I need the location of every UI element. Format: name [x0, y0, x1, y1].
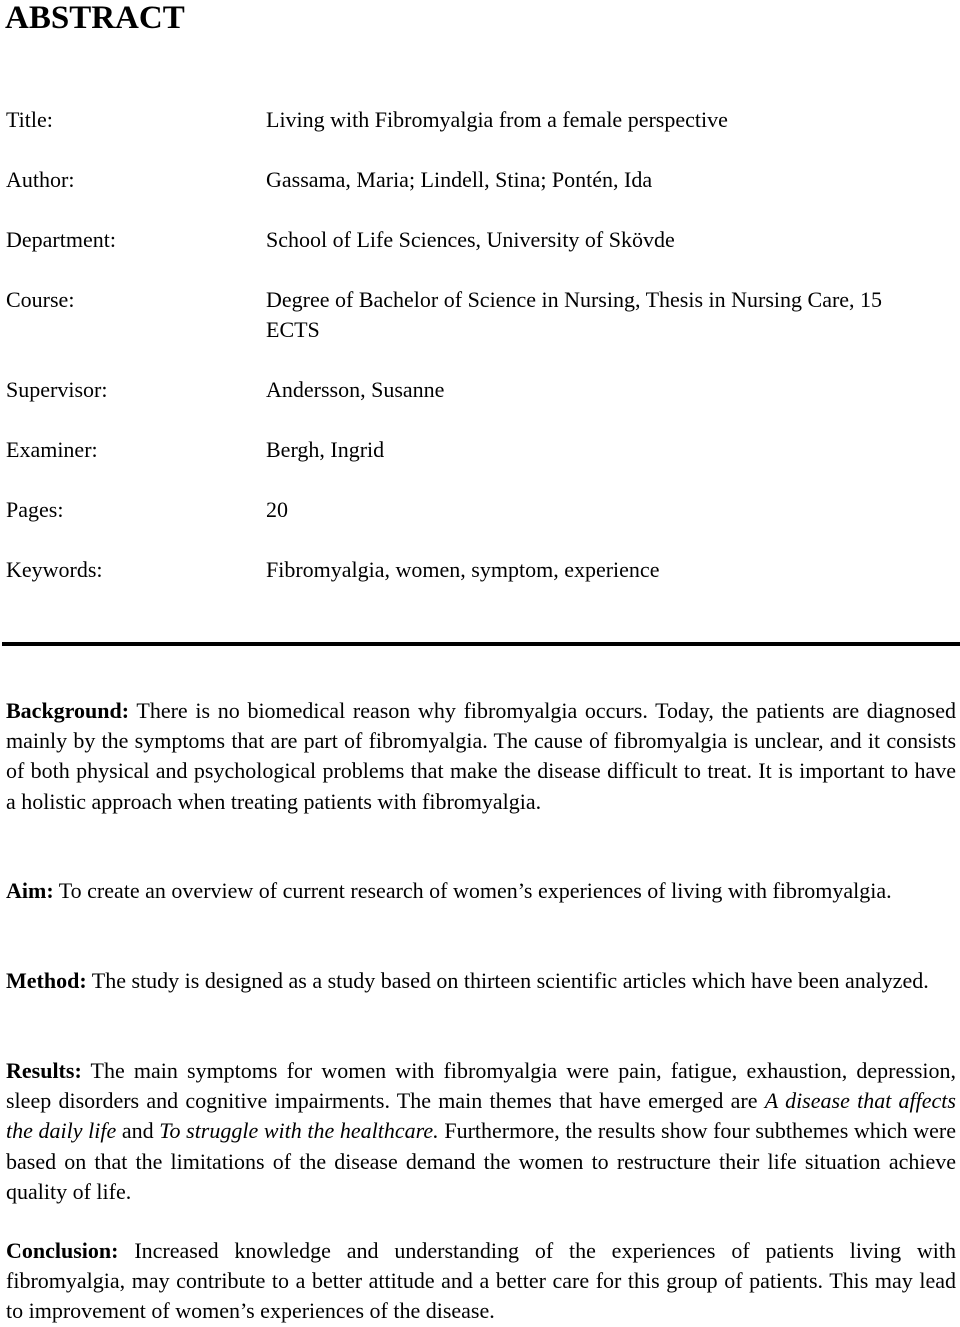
background-text: There is no biomedical reason why fibromyalgia occurs. Today, the patients are diagnosed mainly by the symptoms that are part of fibromyalgia. The cause of fibromyalgia is unclear, and it consists of both physical and psychological problems that make the disease difficult to treat. It is important to have a holistic approach when treating patients with fibromyalgia.: [6, 698, 956, 814]
results-label: Results:: [6, 1058, 82, 1083]
keywords-label: Keywords:: [6, 557, 103, 582]
results-paragraph: [6, 1056, 956, 1207]
pages-label: Pages:: [6, 497, 64, 522]
method-label: Method:: [6, 968, 87, 993]
results-and: and: [121, 1118, 154, 1144]
aim-text: To create an overview of current research of women’s experiences of living with fibromyalgia.: [58, 878, 892, 903]
section-divider: [2, 642, 960, 646]
keywords-value: Fibromyalgia, women, symptom, experience: [266, 557, 660, 582]
author-label: Author:: [6, 167, 75, 192]
aim-label: Aim:: [6, 878, 54, 903]
title-label: Title:: [6, 107, 53, 132]
results-text-2: Furthermore, the results show four subthemes which were based on that the limitations of the disease demand the women to restructure their life situation achieve quality of life.: [6, 1118, 957, 1204]
background-paragraph: [6, 696, 956, 817]
supervisor-label: Supervisor:: [6, 377, 108, 402]
department-label: Department:: [6, 227, 116, 252]
supervisor-value: Andersson, Susanne: [266, 377, 445, 402]
conclusion-label: Conclusion:: [6, 1238, 119, 1263]
course-value: Degree of Bachelor of Science in Nursing, Thesis in Nursing Care, 15 ECTS: [266, 287, 883, 342]
method-paragraph: [6, 966, 956, 996]
author-value: Gassama, Maria; Lindell, Stina; Pontén, Ida: [266, 167, 653, 192]
method-text: The study is designed as a study based on thirteen scientific articles which have been analyzed.: [91, 968, 929, 993]
background-label: Background:: [6, 698, 130, 723]
conclusion-paragraph: [6, 1236, 956, 1327]
conclusion-text: Increased knowledge and understanding of the experiences of patients living with fibromyalgia, may contribute to a better attitude and a better care for this group of patients. This may lead to improvement of women’s experiences of the disease.: [6, 1238, 957, 1324]
examiner-value: Bergh, Ingrid: [266, 437, 385, 462]
results-theme-1: A disease that affects the daily life: [6, 1088, 956, 1144]
department-value: School of Life Sciences, University of Skövde: [266, 227, 675, 252]
aim-paragraph: [6, 876, 956, 906]
pages-value: 20: [266, 497, 288, 522]
examiner-label: Examiner:: [6, 437, 98, 462]
page-heading: ABSTRACT: [5, 0, 185, 36]
results-theme-2: To struggle with the healthcare.: [159, 1118, 439, 1144]
results-text-1: The main symptoms for women with fibromyalgia were pain, fatigue, exhaustion, depression, sleep disorders and cognitive impairments. The main themes that have emerged are: [6, 1058, 956, 1114]
title-value: Living with Fibromyalgia from a female perspective: [266, 107, 728, 132]
course-label: Course:: [6, 287, 75, 312]
